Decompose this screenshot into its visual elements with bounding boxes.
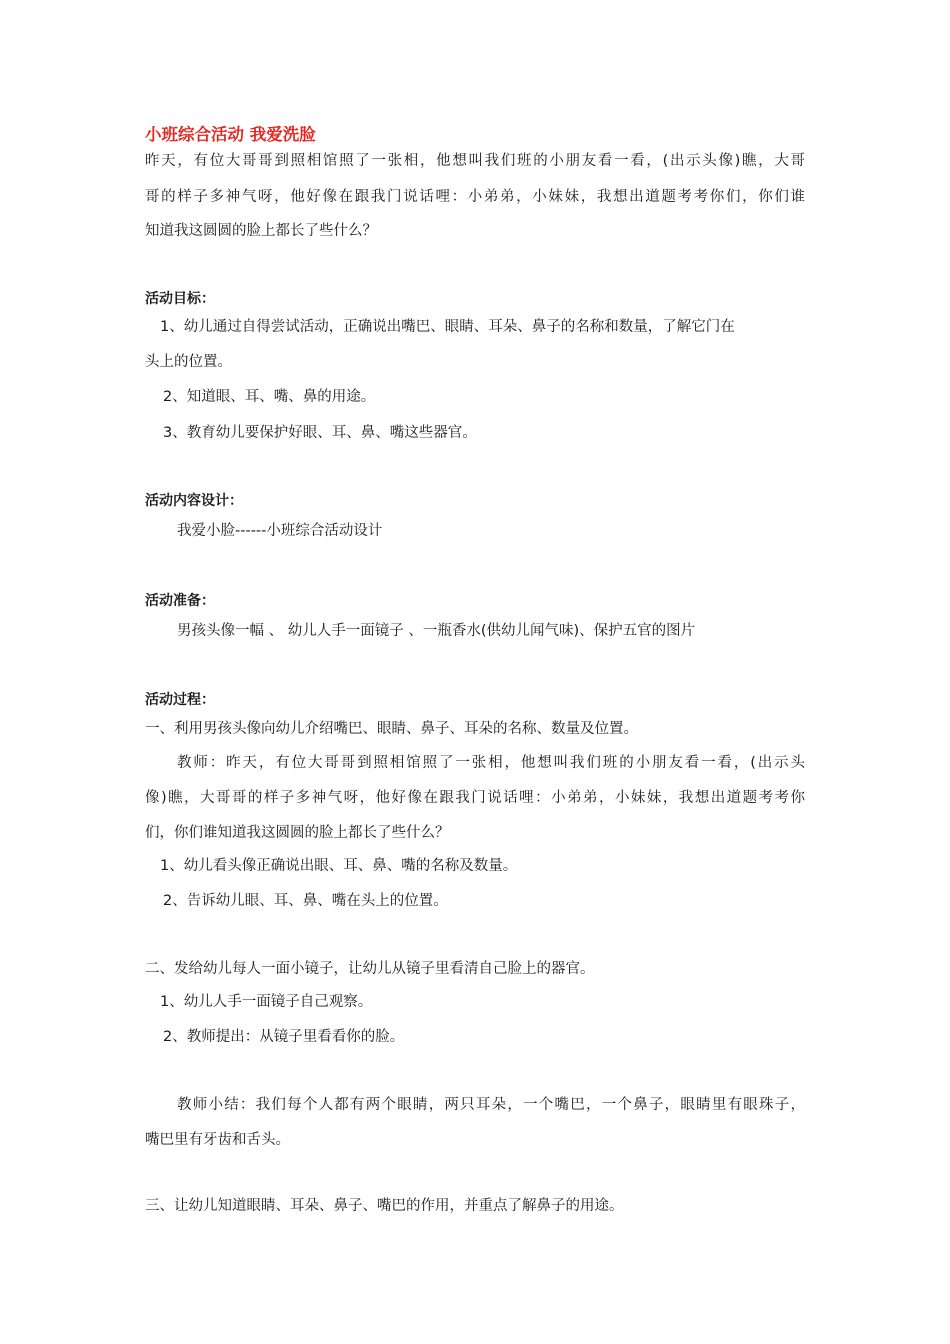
process-step-2-summary-line-2: 嘴巴里有牙齿和舌头。: [145, 1132, 290, 1148]
process-step-1-teacher-line-1: 教师：昨天，有位大哥哥到照相馆照了一张相，他想叫我们班的小朋友看一看，(出示头: [177, 755, 805, 771]
goal-item-1-continued: 头上的位置。: [145, 354, 232, 370]
process-step-1-item-1: 1、幼儿看头像正确说出眼、耳、鼻、嘴的名称及数量。: [160, 858, 518, 874]
intro-line-2: 哥的样子多神气呀，他好像在跟我门说话哩：小弟弟，小妹妹，我想出道题考考你们，你们谁: [145, 189, 805, 205]
process-step-2-item-1: 1、幼儿人手一面镜子自己观察。: [160, 994, 373, 1010]
design-text: 我爱小脸------小班综合活动设计: [177, 523, 383, 539]
goal-item-1: 1、幼儿通过自得尝试活动，正确说出嘴巴、眼睛、耳朵、鼻子的名称和数量，了解它门在: [160, 319, 735, 335]
design-heading: 活动内容设计：: [145, 493, 243, 509]
process-step-3-title: 三、让幼儿知道眼睛、耳朵、鼻子、嘴巴的作用，并重点了解鼻子的用途。: [145, 1198, 624, 1214]
process-step-2-item-2: 2、教师提出：从镜子里看看你的脸。: [163, 1029, 405, 1045]
process-step-1-title: 一、利用男孩头像向幼儿介绍嘴巴、眼睛、鼻子、耳朵的名称、数量及位置。: [145, 721, 638, 737]
process-step-2-summary-line-1: 教师小结：我们每个人都有两个眼睛，两只耳朵，一个嘴巴，一个鼻子，眼睛里有眼珠子，: [177, 1097, 805, 1113]
document-title: 小班综合活动 我爱洗脸: [145, 125, 316, 144]
process-step-1-teacher-line-2: 像)瞧，大哥哥的样子多神气呀，他好像在跟我门说话哩：小弟弟，小妹妹，我想出道题考考你: [145, 790, 805, 806]
goal-item-3: 3、教育幼儿要保护好眼、耳、鼻、嘴这些器官。: [163, 425, 477, 441]
goals-heading: 活动目标：: [145, 291, 215, 307]
process-step-1-item-2: 2、告诉幼儿眼、耳、鼻、嘴在头上的位置。: [163, 893, 448, 909]
process-step-2-title: 二、发给幼儿每人一面小镜子，让幼儿从镜子里看清自己脸上的器官。: [145, 961, 595, 977]
intro-line-1: 昨天，有位大哥哥到照相馆照了一张相，他想叫我们班的小朋友看一看，(出示头像)瞧，大哥: [145, 153, 805, 169]
prep-text: 男孩头像一幅 、 幼儿人手一面镜子 、一瓶香水(供幼儿闻气味)、保护五官的图片: [177, 623, 696, 639]
goal-item-2: 2、知道眼、耳、嘴、鼻的用途。: [163, 389, 376, 405]
process-heading: 活动过程：: [145, 692, 215, 708]
intro-line-3: 知道我这圆圆的脸上都长了些什么？: [145, 223, 377, 239]
process-step-1-teacher-line-3: 们，你们谁知道我这圆圆的脸上都长了些什么？: [145, 825, 450, 841]
prep-heading: 活动准备：: [145, 593, 215, 609]
